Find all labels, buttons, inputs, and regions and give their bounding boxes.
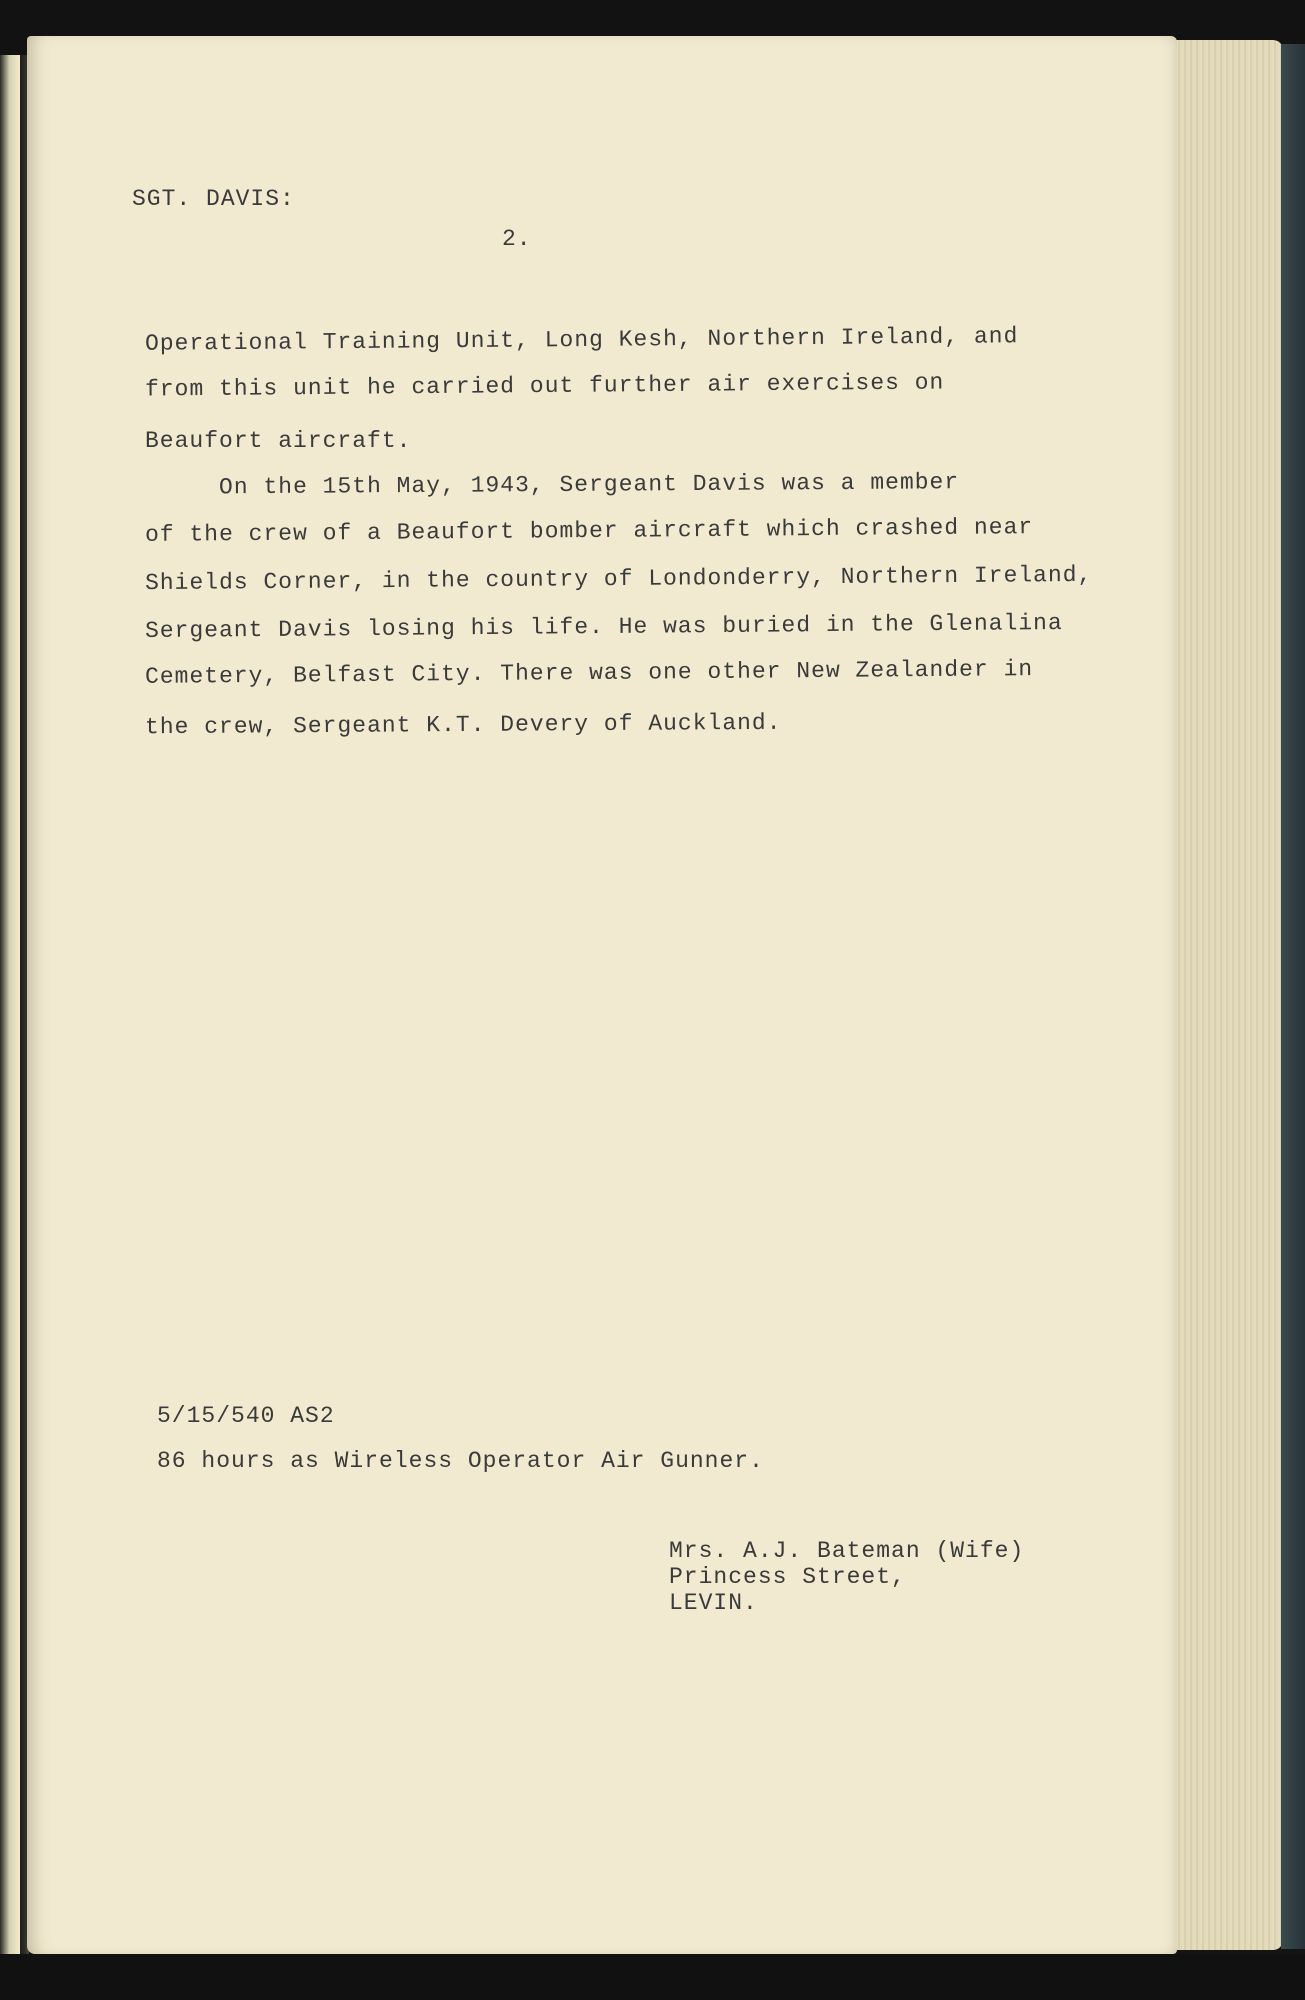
body-line-8: Cemetery, Belfast City. There was one other New Zealander in [144, 656, 1034, 690]
body-line-9: the crew, Sergeant K.T. Devery of Auckland. [144, 709, 782, 741]
body-line-2: from this unit he carried out further air exercises on [144, 369, 945, 403]
body-line-7: Sergeant Davis losing his life. He was buried in the Glenalina [144, 609, 1063, 645]
book-cover-edge [1281, 44, 1305, 1949]
hours-note: 86 hours as Wireless Operator Air Gunner. [157, 1448, 764, 1474]
body-line-6: Shields Corner, in the country of Londonderry, Northern Ireland, [144, 561, 1093, 597]
address-line-2: Princess Street, [669, 1564, 906, 1590]
body-line-3: Beaufort aircraft. [145, 428, 412, 454]
address-line-1: Mrs. A.J. Bateman (Wife) [669, 1538, 1025, 1564]
address-line-3: LEVIN. [669, 1590, 758, 1616]
body-line-1: Operational Training Unit, Long Kesh, Northern Ireland, and [144, 323, 1019, 357]
reference-number: 5/15/540 AS2 [157, 1403, 335, 1429]
document-heading: SGT. DAVIS: [132, 186, 295, 212]
scan-bottom-border [0, 1954, 1305, 2000]
body-line-5: of the crew of a Beaufort bomber aircraft which crashed near [144, 514, 1034, 548]
page-number: 2. [502, 226, 532, 252]
body-line-4: On the 15th May, 1943, Sergeant Davis was a member [144, 469, 960, 501]
